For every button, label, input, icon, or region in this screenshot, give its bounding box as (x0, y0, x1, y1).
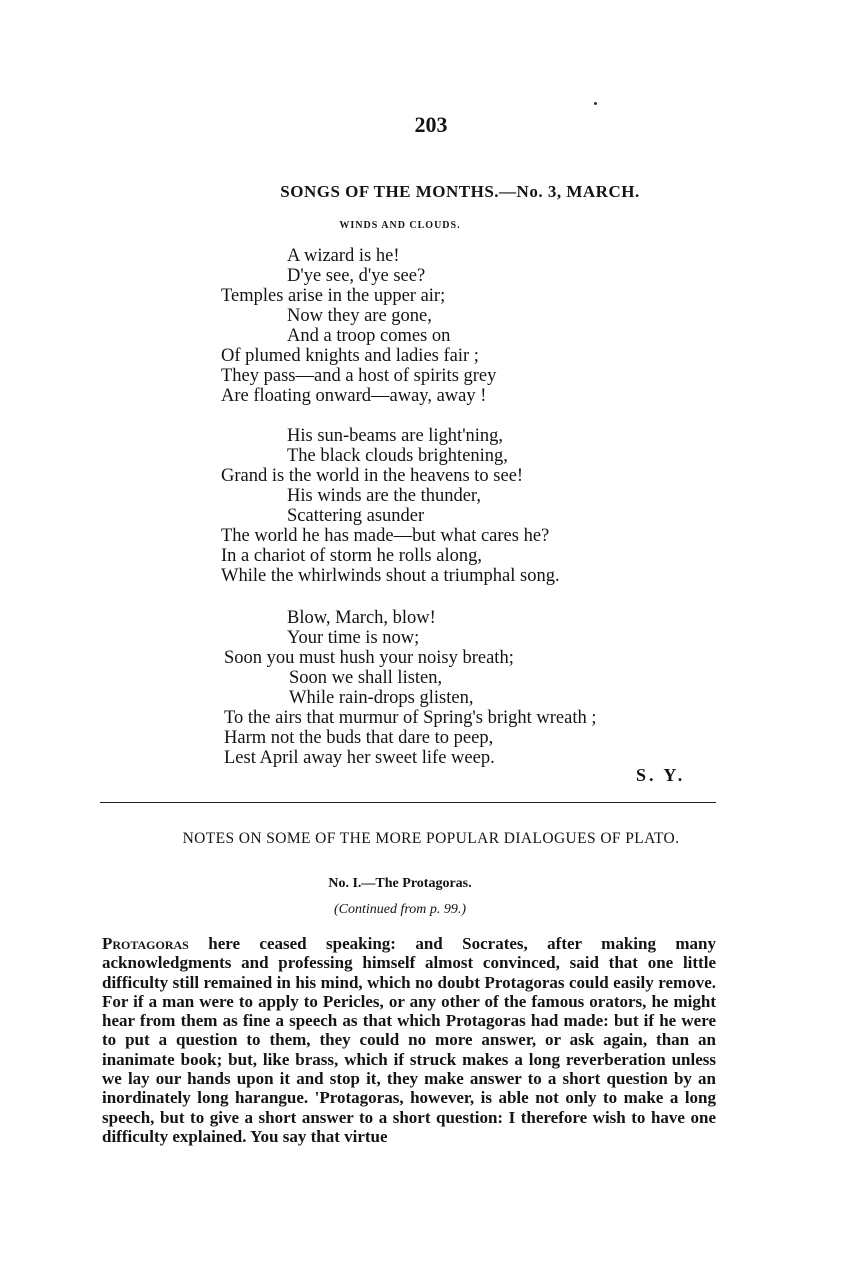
poem-line: Harm not the buds that dare to peep, (224, 728, 494, 748)
lead-word: Protagoras (102, 934, 189, 953)
poem-line: His winds are the thunder, (287, 486, 481, 506)
poem-line: To the airs that murmur of Spring's bright wreath ; (224, 708, 597, 728)
poem-line: Soon we shall listen, (289, 668, 443, 688)
poem-line: Your time is now; (287, 628, 420, 648)
poem-line: In a chariot of storm he rolls along, (221, 546, 482, 566)
poem-line: Now they are gone, (287, 306, 432, 326)
notes-title: NOTES ON SOME OF THE MORE POPULAR DIALOGUES OF PLATO. (182, 830, 680, 847)
poem-line: Scattering asunder (287, 506, 425, 526)
poem-line: Are floating onward—away, away ! (221, 386, 487, 406)
notes-body (102, 934, 716, 1146)
poem-line: D'ye see, d'ye see? (287, 266, 426, 286)
print-speck (594, 102, 597, 105)
poem-line: His sun-beams are light'ning, (287, 426, 504, 446)
song-title: SONGS OF THE MONTHS.—No. 3, MARCH. (280, 182, 640, 201)
poem-line: Blow, March, blow! (287, 608, 436, 628)
poem-line: Temples arise in the upper air; (221, 286, 446, 306)
poem-line: The black clouds brightening, (287, 446, 508, 466)
notes-continued: (Continued from p. 99.) (333, 902, 467, 917)
poem-line: Of plumed knights and ladies fair ; (221, 346, 479, 366)
notes-number: No. I.—The Protagoras. (328, 876, 472, 891)
poem-line: They pass—and a host of spirits grey (221, 366, 497, 386)
section-divider (100, 802, 716, 803)
poem-line: Lest April away her sweet life weep. (224, 748, 495, 768)
poem-line: While rain-drops glisten, (289, 688, 474, 708)
poem-line: A wizard is he! (287, 246, 400, 266)
poem-line: Grand is the world in the heavens to see! (221, 466, 524, 486)
signature: S. Y. (636, 765, 686, 785)
song-subtitle: WINDS AND CLOUDS. (339, 220, 461, 231)
poem-line: While the whirlwinds shout a triumphal song. (221, 566, 560, 586)
poem-line: The world he has made—but what cares he? (221, 526, 550, 546)
poem-line: Soon you must hush your noisy breath; (224, 648, 514, 668)
poem-line: And a troop comes on (287, 326, 451, 346)
page-number: 203 (414, 112, 448, 137)
body-text: here ceased speaking: and Socrates, after making many acknowledgments and professing himself almost convinced, said that one little difficulty still remained in his mind, which no doubt Protagoras could easily remove. For if a man were to apply to Pericles, or any other of the famous orators, he might hear from them as fine a speech as that which Protagoras had made: but if he were to put a question to them, they could no more answer, or ask again, than an inanimate book; but, like brass, which if struck makes a long reverberation unless we lay our hands upon it and stop it, they make answer to a short question by an inordinately long harangue. 'Protagoras, however, is able not only to make a long speech, but to give a short answer to a short question: I therefore wish to have one difficulty explained. You say that virtue (102, 934, 716, 1146)
